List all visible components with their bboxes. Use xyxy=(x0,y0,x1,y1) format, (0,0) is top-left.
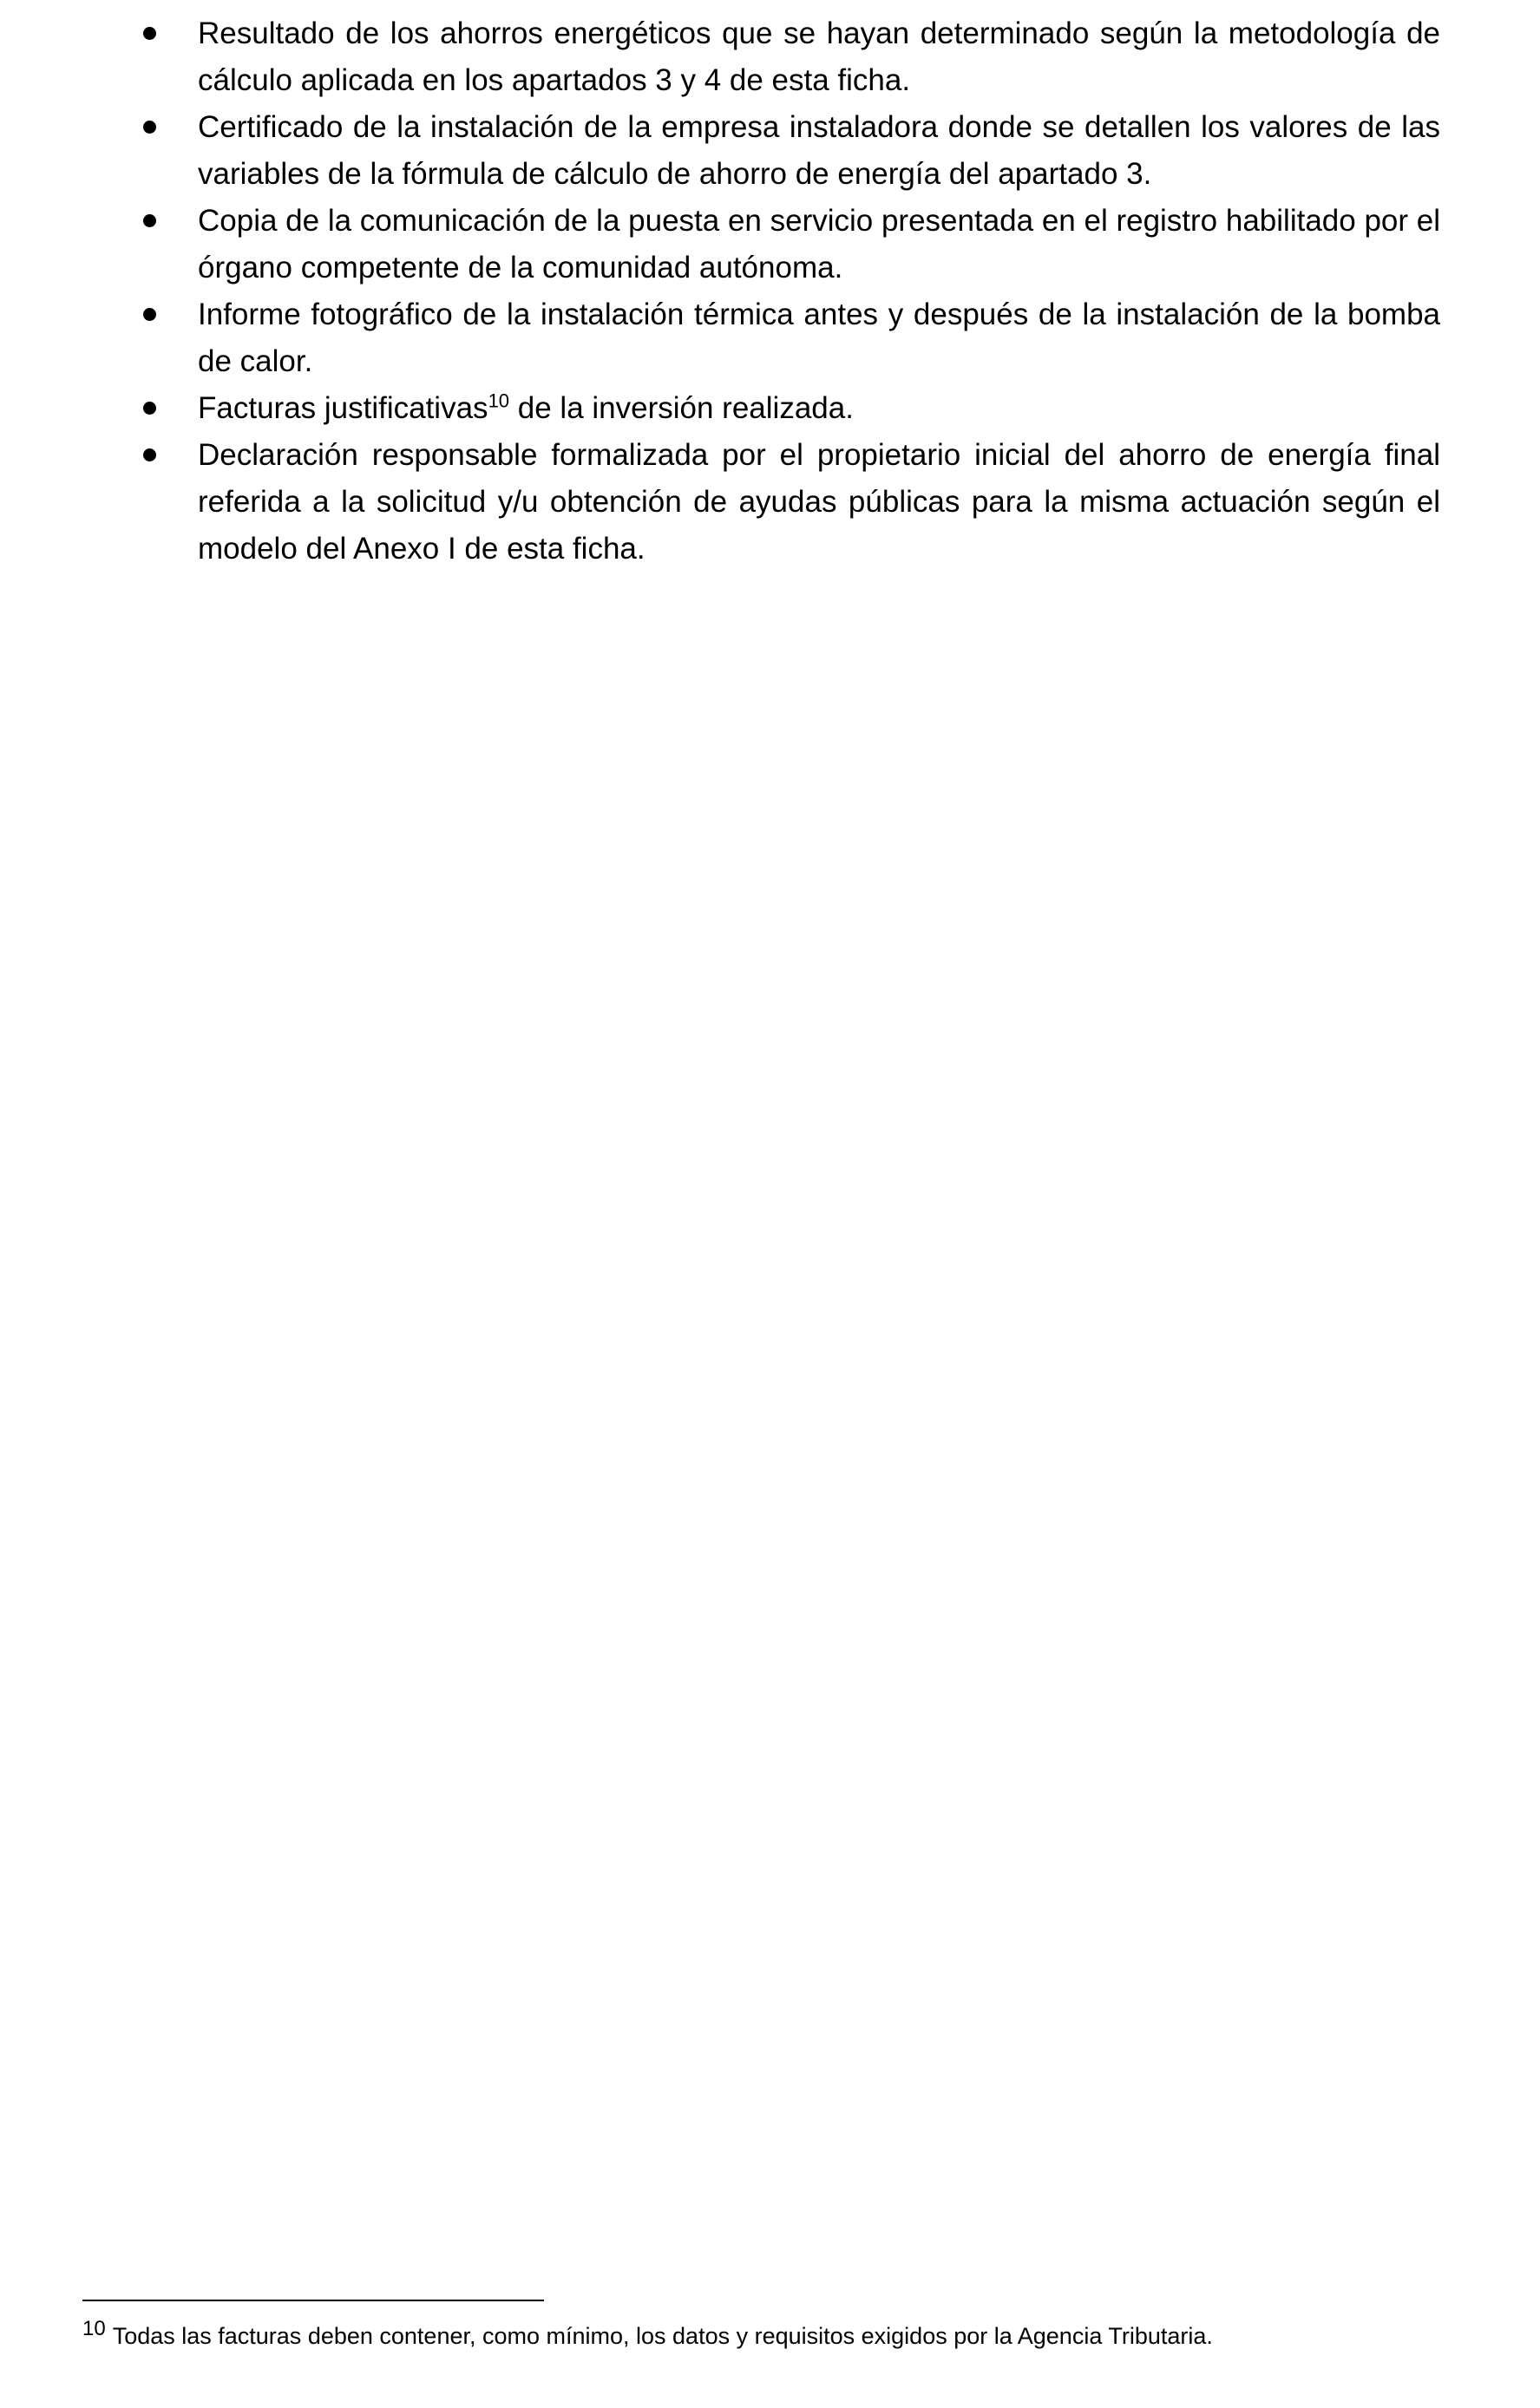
bullet-icon xyxy=(143,308,156,321)
footnote-separator xyxy=(82,2300,544,2301)
list-item-text: Copia de la comunicación de la puesta en servicio presentada en el registro habilitado por el órgano competente de la comunidad autónoma. xyxy=(198,204,1440,285)
bullet-icon xyxy=(143,27,156,40)
bullet-icon xyxy=(143,121,156,134)
footnote xyxy=(82,2317,1453,2352)
footnote-number: 10 xyxy=(82,2317,106,2340)
list-item-text: Informe fotográfico de la instalación térmica antes y después de la instalación de la bomba de calor. xyxy=(198,298,1440,378)
list-item-text: Resultado de los ahorros energéticos que se hayan determinado según la metodología de cálculo aplicada en los apartados 3 y 4 de esta ficha. xyxy=(198,16,1440,97)
list-item xyxy=(130,104,1440,198)
list-item-text: Certificado de la instalación de la empresa instaladora donde se detallen los valores de las variables de la fórmula de cálculo de ahorro de energía del apartado 3. xyxy=(198,110,1440,191)
list-item xyxy=(130,432,1440,573)
list-item xyxy=(130,198,1440,291)
requirements-list xyxy=(130,10,1440,573)
list-item-text-after: de la inversión realizada. xyxy=(509,391,854,425)
list-item xyxy=(130,10,1440,104)
list-item-text: Declaración responsable formalizada por el propietario inicial del ahorro de energía final referida a la solicitud y/u obtención de ayudas públicas para la misma actuación según el modelo del Anexo I de esta ficha. xyxy=(198,438,1440,566)
list-item-text-before: Facturas justificativas xyxy=(198,391,488,425)
footnote-reference[interactable]: 10 xyxy=(488,389,510,412)
footnote-text: Todas las facturas deben contener, como mínimo, los datos y requisitos exigidos por la Agencia Tributaria. xyxy=(112,2323,1213,2349)
list-item xyxy=(130,291,1440,385)
bullet-icon xyxy=(143,448,156,461)
bullet-icon xyxy=(143,402,156,415)
bullet-icon xyxy=(143,214,156,227)
list-item xyxy=(130,385,1440,432)
